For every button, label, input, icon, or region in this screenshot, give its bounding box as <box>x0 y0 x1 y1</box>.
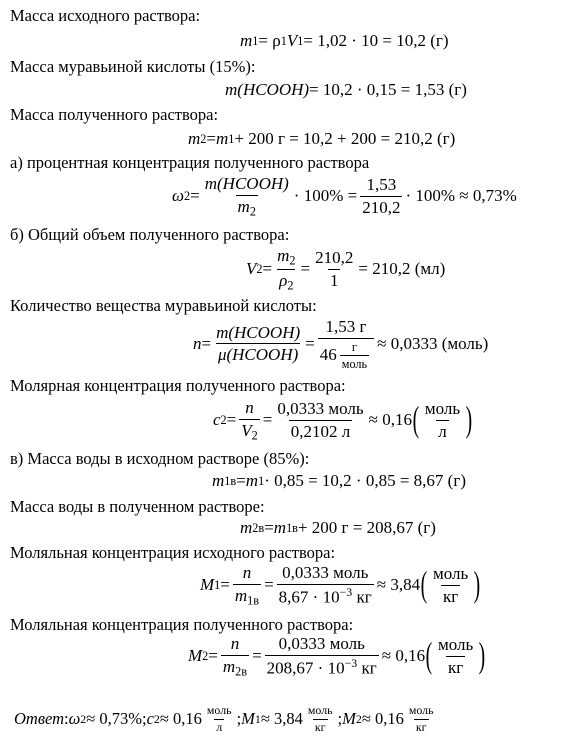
answer-line: Ответ : ω 2 ≈ 0,73%; c 2 ≈ 0,16 $\frac{\text{моль}}{л}$ ; M 1 ≈ 3,84 $\frac{\text{моль}}{кг}$ ; M 2 ≈ 0,16 $\frac{\text{моль}}{кг}$ <box>14 703 434 734</box>
heading-water-final: Масса воды в полученном растворе: <box>10 497 265 516</box>
equation-volume: V 2 = $\frac{m_2}{\rho_2}$ = $\frac{210,2}{1}$ = 210,2 (мл) <box>246 246 446 293</box>
heading-initial-solution-mass: Масса исходного раствора: <box>10 6 201 25</box>
equation-molar-concentration: c 2 = $\frac{n}{V_2}$ = $\frac{\text{0,0333 моль}}{0,2102 л}$ ≈ 0,16 ( $\frac{\text{моль}}{л}$ ) <box>213 398 473 443</box>
equation-water-initial: m 1в = m 1 · 0,85 = 10,2 · 0,85 = 8,67 (г) <box>212 471 466 490</box>
heading-percent-concentration: а) процентная концентрация полученного раствора <box>10 153 370 172</box>
heading-total-volume: б) Общий объем полученного раствора: <box>10 225 290 244</box>
heading-molality-final: Моляльная концентрация полученного раствора: <box>10 615 354 634</box>
heading-amount-of-substance: Количество вещества муравьиной кислоты: <box>10 296 317 315</box>
heading-molality-initial: Моляльная концентрация исходного раствора: <box>10 543 336 562</box>
equation-molality-initial: M 1 = $\frac{n}{m_{1в}}$ = $\frac{\text{0,0333 моль}}{8,67 \cdot 10^{-3} кг}$ ≈ 3,84 ( $\frac{\text{моль}}{кг}$ ) <box>200 563 481 608</box>
equation-hcooh-mass: m(HCOOH) = 10,2 · 0,15 = 1,53 (г) <box>225 80 467 99</box>
equation-m2: m 2 = m 1 + 200 г = 10,2 + 200 = 210,2 (г) <box>188 129 456 148</box>
equation-m1: m 1 = ρ 1 V 1 = 1,02 · 10 = 10,2 (г) <box>240 31 449 50</box>
heading-final-solution-mass: Масса полученного раствора: <box>10 105 219 124</box>
answer-label: Ответ <box>14 709 65 729</box>
heading-water-initial: в) Масса воды в исходном растворе (85%): <box>10 449 310 468</box>
equation-water-final: m 2в = m 1в + 200 г = 208,67 (г) <box>240 518 436 537</box>
heading-formic-acid-mass: Масса муравьиной кислоты (15%): <box>10 57 256 76</box>
equation-molality-final: M 2 = $\frac{n}{m_{2в}}$ = $\frac{\text{0,0333 моль}}{208,67 \cdot 10^{-3} кг}$ ≈ 0,16 ( $\frac{\text{моль}}{кг}$ ) <box>188 634 486 679</box>
equation-omega: ω 2 = $\frac{\text{m(HCOOH)}}{m_2}$ · 100% = $\frac{1,53}{210,2}$ · 100% ≈ 0,73% <box>172 174 517 219</box>
equation-moles: n = $\frac{\text{m(HCOOH)}}{\text{μ(HCOOH)}}$ = 1,53 г 46 $\frac{г}{\text{моль}}$ ≈ 0,0333 (моль) <box>193 317 489 371</box>
heading-molar-concentration: Молярная концентрация полученного раствора: <box>10 376 346 395</box>
